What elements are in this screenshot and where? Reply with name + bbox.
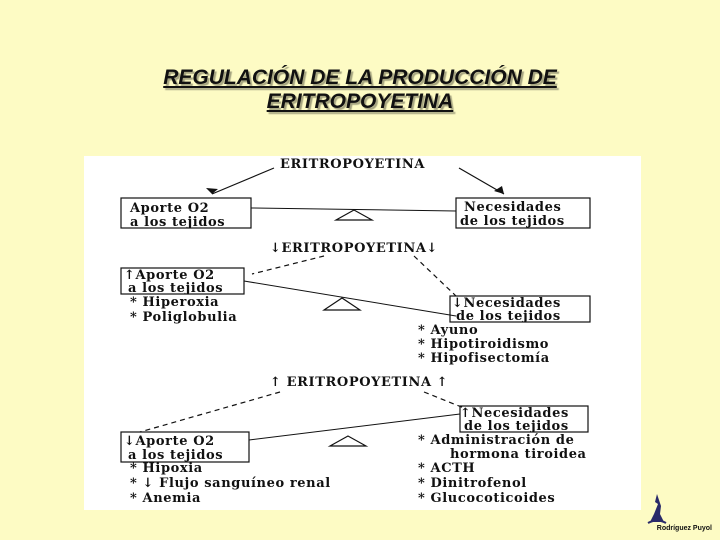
s3-right-item-3: * ACTH xyxy=(418,461,476,476)
arrow-top-left xyxy=(212,168,274,194)
s2-right-line2: de los tejidos xyxy=(456,309,561,324)
slide-title-line-1: REGULACIÓN DE LA PRODUCCIÓN DE xyxy=(163,66,557,89)
s2-dashed-right xyxy=(414,256,456,296)
s2-left-line2: a los tejidos xyxy=(128,281,224,296)
s3-left-item-3: * Anemia xyxy=(130,491,202,506)
top-label: ERITROPOYETINA xyxy=(280,157,426,172)
s1-left-line1: Aporte O2 xyxy=(130,201,210,216)
slide-title xyxy=(0,66,720,114)
author-logo-icon xyxy=(646,492,668,526)
s3-title: ↑ ERITROPOYETINA ↑ xyxy=(270,375,449,390)
s3-left-line1: ↓Aporte O2 xyxy=(124,434,215,449)
s2-left-line1: ↑Aporte O2 xyxy=(124,268,215,283)
s3-right-line2: de los tejidos xyxy=(464,419,569,434)
s2-balance-beam xyxy=(244,281,456,316)
s3-right-item-2: hormona tiroidea xyxy=(450,447,587,462)
s1-right-line1: Necesidades xyxy=(464,200,562,215)
s2-left-item-2: * Poliglobulia xyxy=(130,310,238,325)
s3-right-line1: ↑Necesidades xyxy=(460,406,569,421)
s2-right-item-2: * Hipotiroidismo xyxy=(418,337,550,352)
s2-left-item-1: * Hiperoxia xyxy=(130,295,220,310)
diagram-panel xyxy=(84,156,641,510)
slide-title-line-2: ERITROPOYETINA xyxy=(266,90,454,113)
s3-dashed-left xyxy=(140,392,280,432)
author-credit: Rodríguez Puyol xyxy=(656,525,712,532)
s2-dashed-left xyxy=(252,256,324,274)
s2-balance-fulcrum xyxy=(324,298,360,310)
s3-right-item-5: * Glucocoticoides xyxy=(418,491,556,506)
s3-left-item-2: * ↓ Flujo sanguíneo renal xyxy=(130,476,331,491)
s1-right-line2: de los tejidos xyxy=(460,214,565,229)
arrowhead-top-left xyxy=(206,188,218,194)
s1-left-line2: a los tejidos xyxy=(130,215,226,230)
s3-right-item-4: * Dinitrofenol xyxy=(418,476,527,491)
s2-right-item-1: * Ayuno xyxy=(418,323,479,338)
s2-title: ↓ERITROPOYETINA↓ xyxy=(270,241,438,256)
s3-left-item-1: * Hipoxia xyxy=(130,461,203,476)
arrowhead-top-right xyxy=(494,186,504,194)
s3-dashed-right xyxy=(424,392,464,408)
regulation-diagram xyxy=(84,156,641,510)
s3-balance-fulcrum xyxy=(330,436,366,446)
s3-right-item-1: * Administración de xyxy=(418,433,575,448)
s1-balance-fulcrum xyxy=(336,210,372,220)
s3-left-line2: a los tejidos xyxy=(128,448,224,463)
s2-right-item-3: * Hipofisectomía xyxy=(418,351,550,366)
s2-right-line1: ↓Necesidades xyxy=(452,296,561,311)
